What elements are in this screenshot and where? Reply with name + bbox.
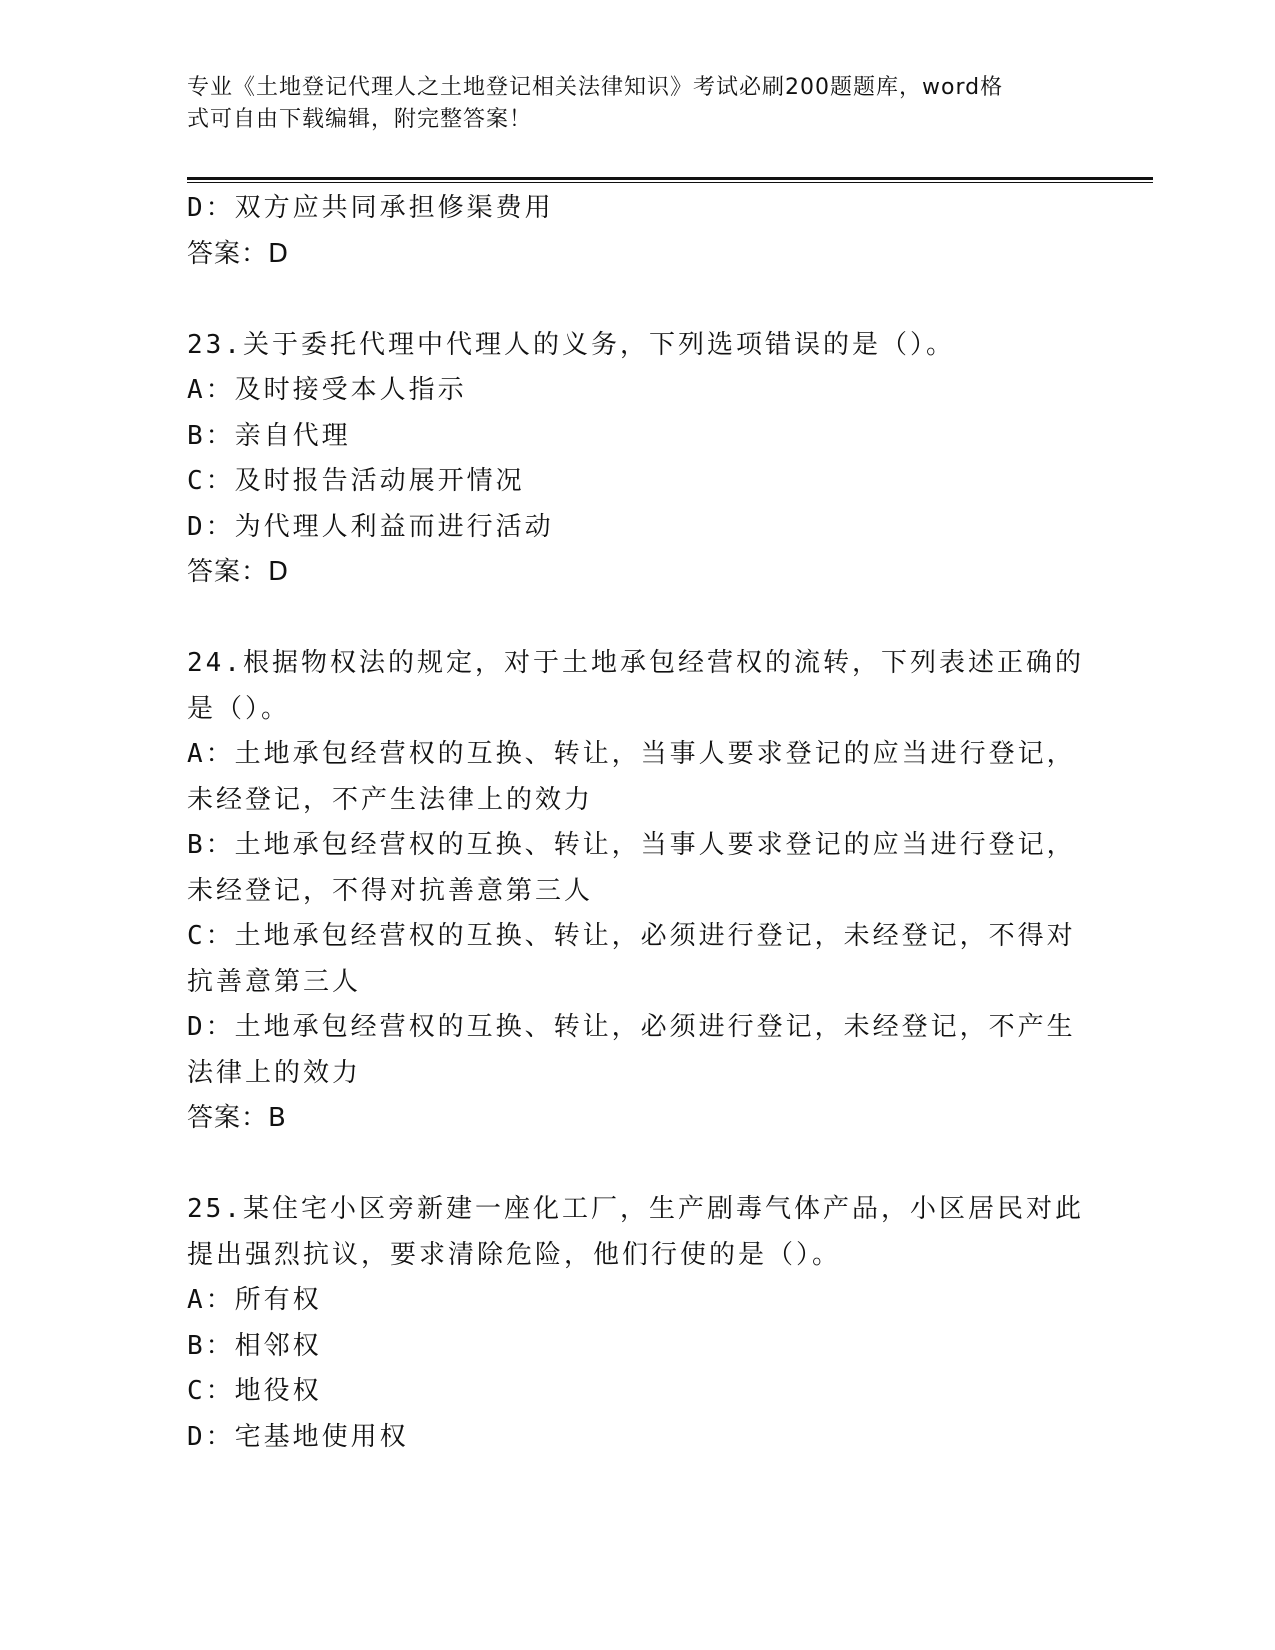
question-23: [187, 323, 1087, 596]
spacer: [187, 596, 1087, 642]
prev-answer: 答案：D: [187, 238, 290, 269]
header-divider-thick: [187, 177, 1153, 180]
question-24-option-d-line-2: 法律上的效力: [187, 1057, 362, 1088]
document-header: [187, 72, 1067, 136]
question-25-option-c: C：地役权: [187, 1376, 322, 1406]
question-24-option-c-line-1: C：土地承包经营权的互换、转让，必须进行登记，未经登记，不得对: [187, 921, 1076, 951]
question-25-option-a: A：所有权: [187, 1285, 322, 1315]
header-line-2: 式可自由下载编辑，附完整答案！: [187, 107, 533, 132]
question-24-option-d-line-1: D：土地承包经营权的互换、转让，必须进行登记，未经登记，不产生: [187, 1012, 1076, 1042]
header-line-1: 专业《土地登记代理人之土地登记相关法律知识》考试必刷200题题库，word格: [187, 75, 1004, 100]
question-24-option-b-line-1: B：土地承包经营权的互换、转让，当事人要求登记的应当进行登记，: [187, 830, 1076, 860]
header-divider-thin: [187, 182, 1153, 183]
question-23-option-a: A：及时接受本人指示: [187, 375, 467, 405]
question-content: [187, 186, 1087, 1460]
question-24-option-b-line-2: 未经登记，不得对抗善意第三人: [187, 875, 594, 906]
question-23-option-d: D：为代理人利益而进行活动: [187, 511, 554, 542]
question-23-option-b: B：亲自代理: [187, 420, 351, 451]
question-23-answer: 答案：D: [187, 557, 290, 587]
question-24: [187, 641, 1087, 1142]
question-25: [187, 1187, 1087, 1460]
question-24-stem-line-2: 是（）。: [187, 693, 291, 724]
question-25-stem-line-1: 25.某住宅小区旁新建一座化工厂，生产剧毒气体产品，小区居民对此: [187, 1194, 1084, 1224]
question-23-stem: 23.关于委托代理中代理人的义务，下列选项错误的是（）。: [187, 329, 955, 360]
spacer: [187, 277, 1087, 323]
question-23-option-c: C：及时报告活动展开情况: [187, 466, 525, 496]
question-24-stem-line-1: 24.根据物权法的规定，对于土地承包经营权的流转，下列表述正确的: [187, 648, 1084, 678]
spacer: [187, 1142, 1087, 1188]
prev-option-d: D：双方应共同承担修渠费用: [187, 193, 554, 223]
question-24-option-a-line-1: A：土地承包经营权的互换、转让，当事人要求登记的应当进行登记，: [187, 739, 1076, 769]
question-25-option-d: D：宅基地使用权: [187, 1421, 409, 1452]
question-25-option-b: B：相邻权: [187, 1330, 322, 1361]
question-24-answer: 答案：B: [187, 1103, 287, 1133]
question-24-option-a-line-2: 未经登记，不产生法律上的效力: [187, 784, 594, 815]
question-24-option-c-line-2: 抗善意第三人: [187, 966, 362, 997]
question-25-stem-line-2: 提出强烈抗议，要求清除危险，他们行使的是（）。: [187, 1239, 842, 1270]
